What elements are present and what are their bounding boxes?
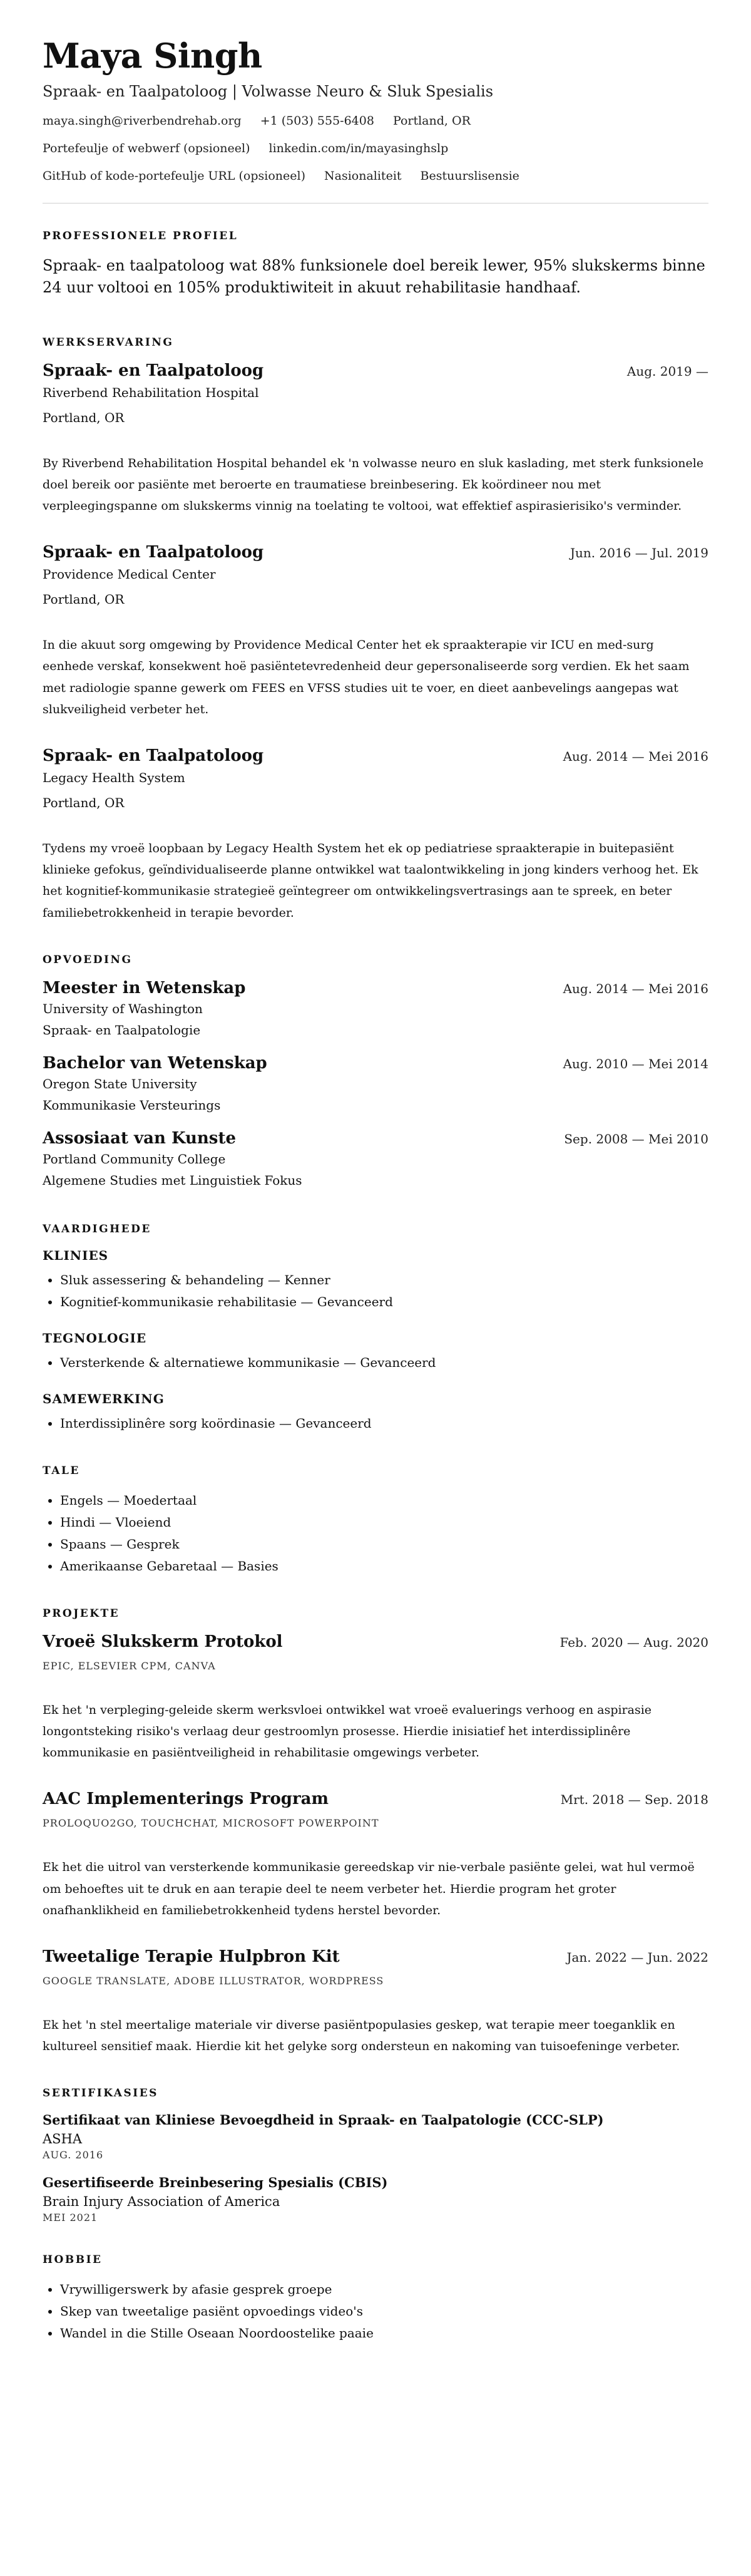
experience-entry (43, 361, 708, 517)
skill-category: TEGNOLOGIE (43, 1330, 147, 1346)
candidate-name: Maya Singh (43, 36, 262, 76)
phone-text: +1 (503) 555-6408 (260, 114, 374, 128)
skills-section (43, 1223, 708, 1435)
job-title: Spraak- en Taalpatoloog (43, 361, 264, 380)
skill-list (43, 1413, 708, 1435)
field-of-study: Kommunikasie Versteurings (43, 1097, 221, 1113)
skill-list (43, 1352, 708, 1374)
certification-date: AUG. 2016 (43, 2149, 104, 2161)
skill-list (43, 1269, 708, 1313)
certification-date: MEI 2021 (43, 2212, 98, 2224)
employer: Legacy Health System (43, 770, 185, 785)
job-location: Portland, OR (43, 410, 125, 425)
project-name: Vroeë Slukskerm Protokol (43, 1632, 283, 1651)
project-tech: PROLOQUO2GO, TOUCHCHAT, MICROSOFT POWERPOINT (43, 1817, 379, 1830)
job-date: Aug. 2019 — (626, 363, 708, 379)
portfolio-link[interactable]: Portefeulje of webwerf (opsioneel) (43, 142, 250, 156)
school: University of Washington (43, 1001, 203, 1016)
education-date: Sep. 2008 — Mei 2010 (564, 1131, 708, 1146)
license-text: Bestuurslisensie (420, 169, 519, 183)
degree: Meester in Wetenskap (43, 978, 246, 997)
job-date: Aug. 2014 — Mei 2016 (563, 749, 708, 764)
skill-category: SAMEWERKING (43, 1391, 165, 1406)
field-of-study: Algemene Studies met Linguistiek Fokus (43, 1172, 302, 1188)
experience-title: WERKSERVARING (43, 336, 174, 349)
education-date: Aug. 2014 — Mei 2016 (563, 981, 708, 996)
education-date: Aug. 2010 — Mei 2014 (563, 1056, 708, 1071)
skill-category: KLINIES (43, 1247, 109, 1263)
experience-entry (43, 746, 708, 924)
email-link[interactable]: maya.singh@riverbendrehab.org (43, 114, 242, 128)
experience-entry (43, 543, 708, 720)
project-description: Ek het die uitrol van versterkende kommunikasie gereedskap vir nie-verbale pasiënte gelei, wat hul vermoë om behoeftes uit te druk en aan terapie deel te neem verbeter het. Hierdie program het groter onafhanklikheid en familiebetrokkenheid tydens herstel bevorder. (43, 1860, 695, 1917)
header-divider (43, 203, 708, 204)
language-item: • Engels — Moedertaal (60, 1490, 708, 1512)
profile-text: Spraak- en taalpatoloog wat 88% funksionele doel bereik lewer, 95% slukskerms binne 24 uur voltooi en 105% produktiwiteit in akuut rehabilitasie handhaaf. (43, 257, 705, 296)
job-location: Portland, OR (43, 592, 125, 607)
project-date: Feb. 2020 — Aug. 2020 (559, 1634, 708, 1650)
certification-issuer: ASHA (43, 2131, 83, 2147)
certification-entry (43, 2112, 708, 2161)
education-section (43, 954, 708, 1188)
experience-section (43, 336, 708, 924)
job-description: In die akuut sorg omgewing by Providence Medical Center het ek spraakterapie vir ICU en med-surg eenhede verskaf, konsekwent hoë pasiëntetevredenheid deur gepersonaliseerde sorg verdien. Ek het saam met radiologie spanne gewerk om FEES en VFSS studies uit te voer, en dieet aanbevelings aangepas wat slukveiligheid verbeter het. (43, 638, 690, 716)
project-date: Mrt. 2018 — Sep. 2018 (560, 1792, 708, 1808)
certification-entry (43, 2175, 708, 2223)
location-text: Portland, OR (392, 114, 471, 128)
certifications-section (43, 2087, 708, 2223)
employer: Providence Medical Center (43, 567, 216, 582)
job-title: Spraak- en Taalpatoloog (43, 543, 264, 562)
language-item: • Amerikaanse Gebaretaal — Basies (60, 1555, 708, 1577)
github-link[interactable]: GitHub of kode-portefeulje URL (opsioneel) (43, 169, 305, 183)
profile-section (43, 230, 708, 299)
job-description: Tydens my vroeë loopbaan by Legacy Health System het ek op pediatriese spraakterapie in buitepasiënt klinieke gefokus, geïndividualiseerde planne ontwikkel wat taalontwikkeling in jong kinders verhoog het. Ek het kognitief-kommunikasie strategieë geïntegreer om ontwikkelingsvertrasings aan te spreek, en beter familiebetrokkenheid in terapie bevorder. (43, 842, 698, 920)
project-name: Tweetalige Terapie Hulpbron Kit (43, 1947, 340, 1966)
hobby-item: • Wandel in die Stille Oseaan Noordoostelike paaie (60, 2322, 708, 2344)
projects-title: PROJEKTE (43, 1607, 120, 1620)
skill-item: • Kognitief-kommunikasie rehabilitasie — Gevanceerd (60, 1291, 708, 1313)
nationality-text: Nasionaliteit (324, 169, 402, 183)
hobby-list (43, 2279, 708, 2344)
education-title: OPVOEDING (43, 953, 133, 966)
school: Oregon State University (43, 1076, 197, 1091)
languages-section (43, 1465, 708, 1577)
job-location: Portland, OR (43, 795, 125, 810)
project-name: AAC Implementerings Program (43, 1790, 329, 1809)
skills-title: VAARDIGHEDE (43, 1222, 151, 1235)
certification-issuer: Brain Injury Association of America (43, 2194, 280, 2210)
hobbies-title: HOBBIE (43, 2254, 103, 2267)
project-tech: GOOGLE TRANSLATE, ADOBE ILLUSTRATOR, WORDPRESS (43, 1974, 384, 1987)
languages-title: TALE (43, 1464, 80, 1477)
profile-title: PROFESSIONELE PROFIEL (43, 230, 238, 243)
hobbies-section (43, 2254, 708, 2344)
certifications-title: SERTIFIKASIES (43, 2087, 158, 2100)
project-description: Ek het 'n verpleging-geleide skerm werksvloei ontwikkel wat vroeë evaluerings verhoog en aspirasie longontsteking risiko's verlaag deur gestroomlyn prosesse. Hierdie inisiatief het interdissiplinêre kommunikasie en pasiëntveiligheid in rehabilitasie omgewings verbeter. (43, 1703, 652, 1760)
skill-item: • Sluk assessering & behandeling — Kenner (60, 1269, 708, 1291)
certification-name: Gesertifiseerde Breinbesering Spesialis (CBIS) (43, 2175, 388, 2191)
contact-row-1 (43, 114, 708, 128)
contact-row-3 (43, 169, 708, 183)
project-description: Ek het 'n stel meertalige materiale vir diverse pasiëntpopulasies geskep, wat terapie meer toeganklik en kultureel sensitief maak. Hierdie kit het gelyke sorg ondersteun en nakoming van tuisoefeninge verbeter. (43, 2017, 680, 2054)
job-date: Jun. 2016 — Jul. 2019 (570, 545, 708, 561)
employer: Riverbend Rehabilitation Hospital (43, 384, 259, 400)
language-item: • Hindi — Vloeiend (60, 1512, 708, 1533)
project-entry (43, 1947, 708, 2057)
degree: Assosiaat van Kunste (43, 1128, 236, 1148)
education-entry (43, 1129, 708, 1188)
education-entry (43, 979, 708, 1038)
language-list (43, 1490, 708, 1577)
skill-item: • Interdissiplinêre sorg koördinasie — Gevanceerd (60, 1413, 708, 1435)
field-of-study: Spraak- en Taalpatologie (43, 1022, 201, 1038)
job-title: Spraak- en Taalpatoloog (43, 746, 264, 765)
projects-section (43, 1607, 708, 2058)
job-description: By Riverbend Rehabilitation Hospital behandel ek 'n volwasse neuro en sluk kaslading, met sterk funksionele doel bereik oor pasiënte met beroerte en traumatiese breinbesering. Ek koördineer nou met verpleegingspanne om slukskerms vinnig na toelating te voltooi, wat effektief aspirasierisiko's verminder. (43, 456, 704, 513)
certification-name: Sertifikaat van Kliniese Bevoegdheid in Spraak- en Taalpatologie (CCC-SLP) (43, 2112, 604, 2128)
headline: Spraak- en Taalpatoloog | Volwasse Neuro & Sluk Spesialis (43, 83, 494, 101)
project-tech: EPIC, ELSEVIER CPM, CANVA (43, 1659, 216, 1672)
hobby-item: • Skep van tweetalige pasiënt opvoedings video's (60, 2300, 708, 2322)
project-entry (43, 1632, 708, 1764)
linkedin-link[interactable]: linkedin.com/in/mayasinghslp (268, 142, 449, 156)
school: Portland Community College (43, 1151, 226, 1167)
education-entry (43, 1054, 708, 1113)
hobby-item: • Vrywilligerswerk by afasie gesprek groepe (60, 2279, 708, 2300)
project-entry (43, 1790, 708, 1921)
degree: Bachelor van Wetenskap (43, 1053, 267, 1073)
contact-row-2 (43, 142, 708, 155)
project-date: Jan. 2022 — Jun. 2022 (566, 1949, 708, 1965)
language-item: • Spaans — Gesprek (60, 1533, 708, 1555)
skill-item: • Versterkende & alternatiewe kommunikasie — Gevanceerd (60, 1352, 708, 1374)
